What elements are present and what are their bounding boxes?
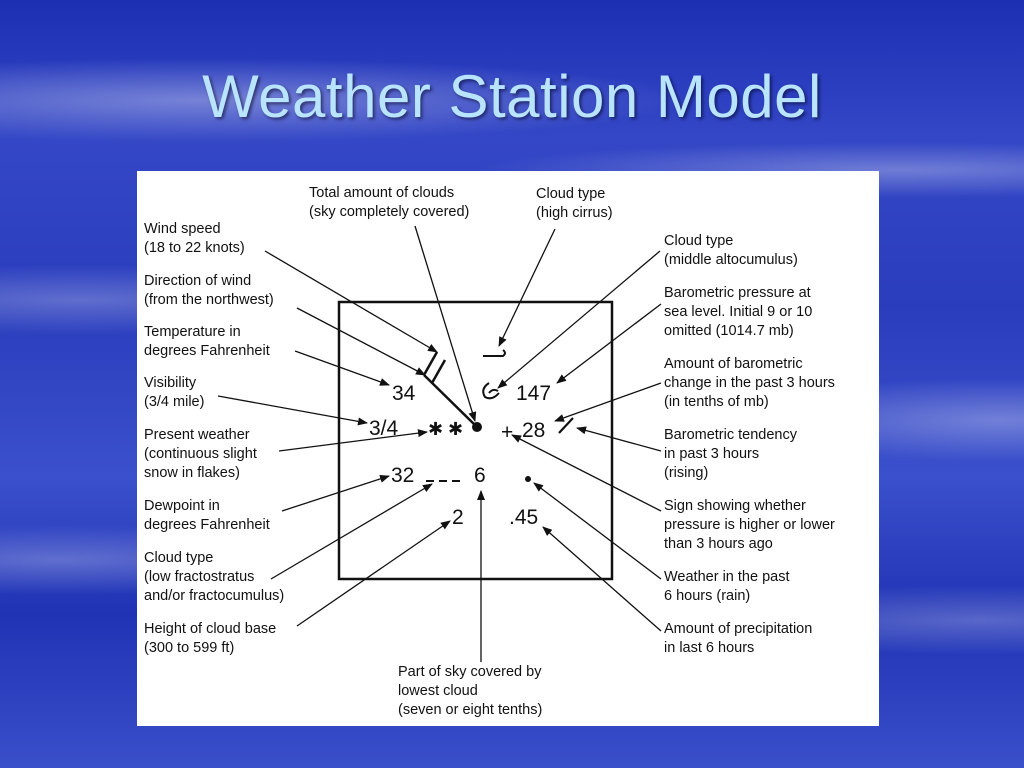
label-precipitation: Amount of precipitation in last 6 hours [664, 621, 813, 656]
label-past-weather: Weather in the past 6 hours (rain) [664, 569, 790, 604]
label-cloud-high: Cloud type (high cirrus) [536, 186, 613, 221]
label-barometric-pressure: Barometric pressure at sea level. Initial 9 or 10 omitted (1014.7 mb) [664, 285, 813, 339]
lowest-cloud-cover-value: 6 [474, 464, 486, 487]
station-circle-icon [472, 422, 482, 432]
pressure-value: 147 [516, 382, 552, 405]
temperature-value: 34 [392, 382, 416, 405]
visibility-value: 3/4 [369, 417, 399, 440]
label-cloud-base: Height of cloud base (300 to 599 ft) [144, 621, 277, 656]
label-visibility: Visibility (3/4 mile) [144, 375, 205, 410]
label-temperature: Temperature in degrees Fahrenheit [144, 324, 270, 359]
label-wind-speed: Wind speed (18 to 22 knots) [144, 221, 245, 256]
snow-symbol-icon: ✱ [448, 419, 464, 440]
pressure-sign-value: + [501, 421, 514, 444]
label-wind-direction: Direction of wind (from the northwest) [144, 273, 274, 308]
label-cloud-low: Cloud type (low fractostratus and/or fractocumulus) [144, 550, 285, 604]
cloud-base-value: 2 [452, 506, 464, 529]
snow-symbol-icon: ✱ [428, 419, 444, 440]
cirrus-symbol-icon [483, 350, 505, 356]
dewpoint-value: 32 [391, 464, 415, 487]
wind-barb-icon [424, 352, 477, 427]
label-pressure-sign: Sign showing whether pressure is higher or lower than 3 hours ago [664, 498, 835, 552]
label-present-weather: Present weather (continuous slight snow in flakes) [144, 427, 257, 481]
label-lowest-cloud: Part of sky covered by lowest cloud (seven or eight tenths) [398, 664, 543, 718]
station-box [339, 302, 612, 579]
slide-title: Weather Station Model [202, 63, 822, 130]
altocumulus-symbol-icon [483, 383, 499, 398]
label-dewpoint: Dewpoint in degrees Fahrenheit [144, 498, 270, 533]
label-total-clouds: Total amount of clouds (sky completely covered) [309, 185, 470, 220]
label-pressure-change: Amount of barometric change in the past 3 hours (in tenths of mb) [664, 356, 835, 410]
leader-lines [218, 226, 661, 662]
station-model-svg [137, 171, 879, 726]
pressure-tendency-icon [559, 418, 573, 433]
pressure-change-value: 28 [522, 419, 546, 442]
precipitation-value: .45 [509, 506, 539, 529]
label-cloud-middle: Cloud type (middle altocumulus) [664, 233, 798, 268]
rain-dot-icon [525, 476, 531, 482]
station-model-diagram [137, 171, 879, 726]
label-pressure-tendency: Barometric tendency in past 3 hours (rising) [664, 427, 797, 481]
